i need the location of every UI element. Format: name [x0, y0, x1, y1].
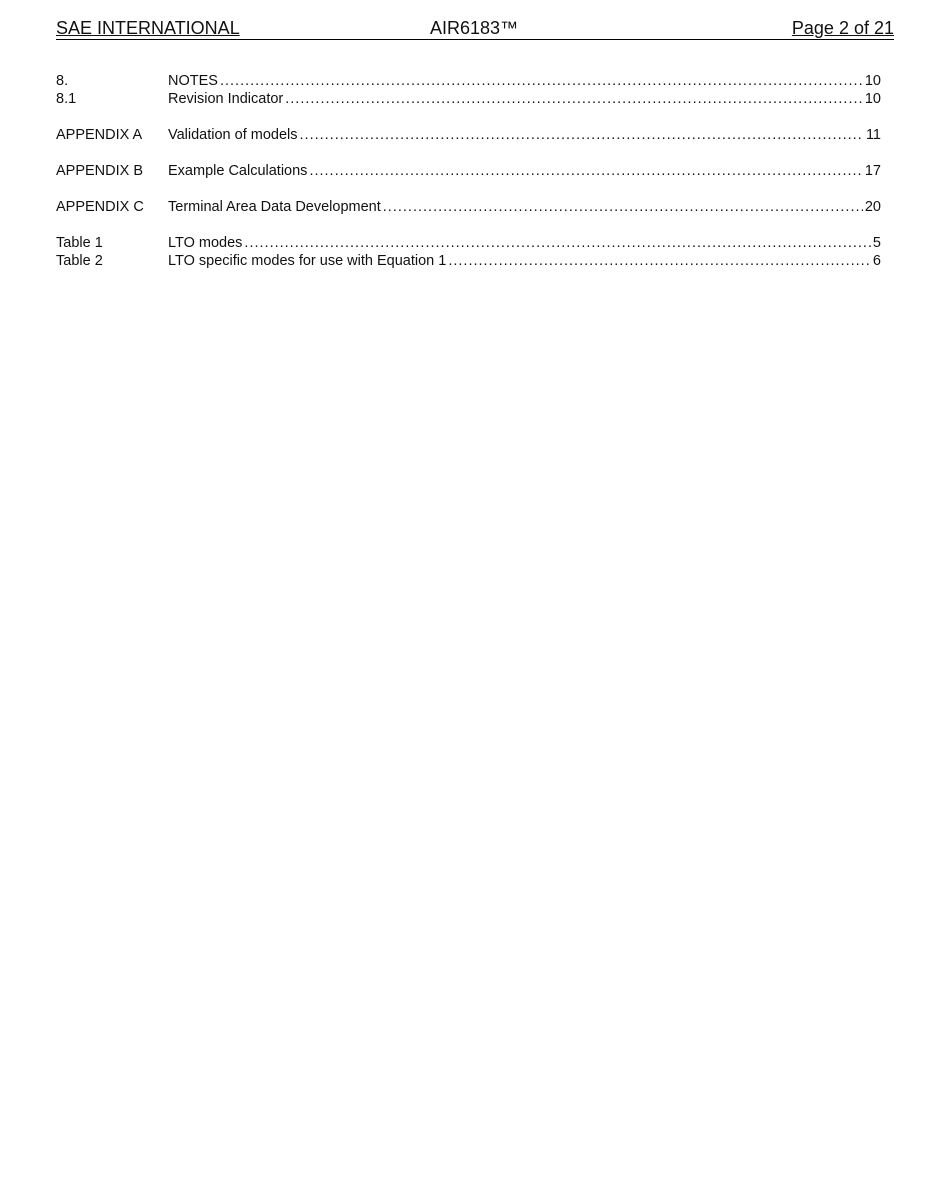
toc-entry-title: Revision Indicator	[168, 91, 284, 107]
toc-dot-leader	[383, 198, 863, 216]
toc-entry-title: Validation of models	[168, 127, 298, 143]
toc-entry-page: 5	[872, 235, 881, 251]
toc-entry-number: 8.1	[56, 91, 77, 107]
page-header	[56, 17, 894, 40]
toc-entry-number: Table 2	[56, 253, 103, 269]
toc-entry	[56, 198, 881, 216]
toc-entry-title: NOTES	[168, 73, 218, 89]
toc-entry	[56, 126, 881, 144]
toc-entry-title: Example Calculations	[168, 163, 308, 179]
toc-entry-page: 10	[864, 91, 881, 107]
toc-dot-leader	[220, 72, 863, 90]
toc-dot-leader	[309, 162, 862, 180]
header-document-number: AIR6183™	[430, 18, 519, 38]
toc-entry-page: 20	[864, 199, 881, 215]
toc-entry-number: APPENDIX B	[56, 163, 144, 179]
table-of-contents	[56, 72, 881, 270]
toc-entry-number: APPENDIX C	[56, 199, 144, 215]
toc-entry	[56, 90, 881, 108]
toc-entry-title: LTO specific modes for use with Equation 1	[168, 253, 447, 269]
toc-entry	[56, 252, 881, 270]
toc-entry-page: 17	[864, 163, 881, 179]
toc-entry-title: Terminal Area Data Development	[168, 199, 381, 215]
toc-entry-number: Table 1	[56, 235, 103, 251]
header-page-label: Page 2 of 21	[791, 18, 894, 38]
toc-entry-title: LTO modes	[168, 235, 243, 251]
toc-entry	[56, 162, 881, 180]
toc-entry-page: 11	[865, 127, 881, 143]
toc-dot-leader	[244, 234, 871, 252]
toc-entry	[56, 72, 881, 90]
toc-dot-leader	[448, 252, 871, 270]
toc-entry-page: 6	[872, 253, 881, 269]
toc-entry-number: APPENDIX A	[56, 127, 143, 143]
toc-dot-leader	[285, 90, 863, 108]
header-organization: SAE INTERNATIONAL	[56, 18, 240, 38]
toc-dot-leader	[300, 126, 864, 144]
toc-entry-number: 8.	[56, 73, 69, 89]
toc-entry-page: 10	[864, 73, 881, 89]
toc-entry	[56, 234, 881, 252]
